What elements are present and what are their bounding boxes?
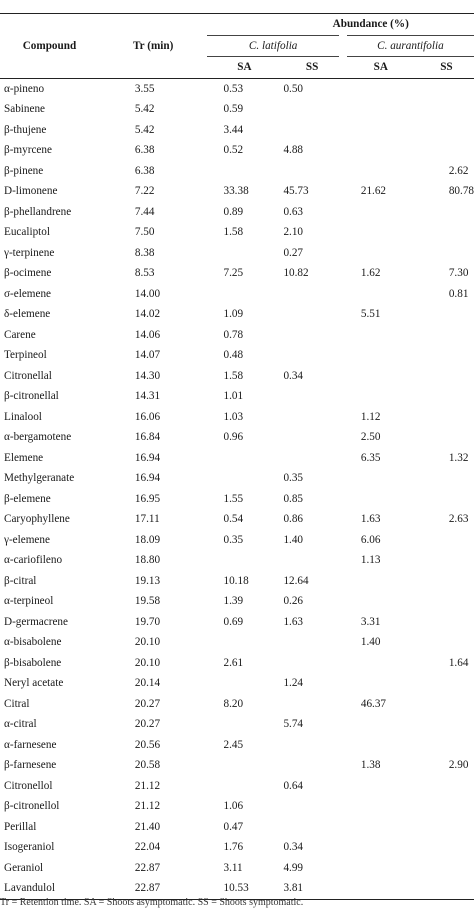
cell-compound: Lavandulol [0,878,99,899]
cell-aurantifolia-sa [343,489,419,510]
cell-tr: 16.95 [134,492,161,505]
cell-compound: α-citral [4,718,37,730]
cell-latifolia-ss [281,448,342,469]
cell-latifolia-ss [281,817,342,838]
table-row [0,817,474,838]
cell-aurantifolia-ss: 2.62 [448,164,469,177]
cell-tr: 21.12 [134,800,161,812]
cell-tr: 20.27 [134,697,161,710]
cell-latifolia-ss [281,427,342,448]
cell-aurantifolia-sa [343,99,419,120]
cell-aurantifolia-ss [419,120,474,141]
cell-aurantifolia-sa [343,140,419,161]
table-row [0,345,474,366]
cell-compound: Isogeraniol [4,841,55,853]
cell-aurantifolia-sa [343,468,419,489]
cell-tr: 5.42 [134,123,155,136]
cell-aurantifolia-sa [343,673,419,694]
cell-tr: 18.09 [134,533,161,546]
cell-latifolia-sa: 1.58 [223,369,244,382]
cell-aurantifolia-sa: 21.62 [360,185,387,197]
cell-aurantifolia-sa [343,325,419,346]
cell-latifolia-sa: 0.96 [223,431,244,443]
cell-aurantifolia-ss [419,735,474,756]
cell-compound: β-citral [4,574,37,587]
cell-latifolia-sa: 1.06 [223,800,244,812]
cell-compound: D-germacrene [4,615,68,628]
cell-latifolia-ss: 0.27 [283,246,304,259]
cell-latifolia-sa: 10.18 [223,574,249,587]
table-row [0,653,474,674]
cell-latifolia-sa: 3.44 [223,123,244,136]
cell-aurantifolia-sa [343,202,419,223]
cell-latifolia-ss: 0.63 [283,205,304,218]
cell-compound: Linalool [4,410,42,423]
cell-aurantifolia-sa [343,78,419,99]
cell-aurantifolia-sa: 1.62 [360,267,381,279]
cell-aurantifolia-ss [419,222,474,243]
table-row [0,161,474,182]
table-row [0,632,474,653]
table-row [0,78,474,99]
cell-latifolia-sa: 0.59 [223,103,244,115]
cell-latifolia-ss [281,161,342,182]
cell-tr: 20.27 [134,718,161,730]
cell-tr: 18.80 [134,554,161,566]
cell-latifolia-sa: 0.89 [223,205,244,218]
table-row [0,243,474,264]
cell-latifolia-ss [281,735,342,756]
cell-aurantifolia-ss [419,817,474,838]
cell-aurantifolia-ss [419,345,474,366]
table-row [0,489,474,510]
cell-aurantifolia-sa: 2.50 [360,431,381,443]
cell-latifolia-sa [207,448,281,469]
cell-aurantifolia-ss: 2.90 [448,759,469,771]
cell-aurantifolia-sa [343,161,419,182]
table-row [0,427,474,448]
cell-latifolia-sa: 1.01 [223,390,244,402]
cell-aurantifolia-sa [343,837,419,858]
cell-compound: Citronellol [4,779,53,792]
table-row [0,776,474,797]
table-row [0,407,474,428]
cell-compound: β-ocimene [4,267,52,279]
cell-tr: 5.42 [134,103,155,115]
cell-compound: Elemene [4,451,44,464]
cell-tr: 22.87 [99,878,208,899]
cell-aurantifolia-ss [419,776,474,797]
cell-aurantifolia-sa: 6.06 [360,533,381,546]
cell-tr: 16.84 [134,431,161,443]
table-row [0,140,474,161]
cell-latifolia-sa: 1.09 [223,308,244,320]
cell-aurantifolia-sa [343,571,419,592]
cell-aurantifolia-sa [343,243,419,264]
header-species-latifolia: C. latifolia [207,35,342,57]
cell-compound: Methylgeranate [4,472,75,484]
cell-aurantifolia-ss [419,673,474,694]
cell-aurantifolia-ss [419,386,474,407]
cell-tr: 20.10 [134,656,161,669]
cell-compound: Carene [4,328,36,341]
cell-tr: 14.06 [134,328,161,341]
cell-tr: 22.04 [134,841,161,853]
cell-compound: Citronellal [4,369,52,382]
cell-latifolia-ss: 0.34 [283,369,304,382]
cell-tr: 14.02 [134,308,161,320]
table-row [0,304,474,325]
table-row [0,550,474,571]
cell-tr: 20.58 [134,759,161,771]
table-footnote: Tr = Retention time. SA = Shoots asymptomatic. SS = Shoots symptomatic. [0,897,304,908]
cell-latifolia-ss: 0.26 [283,595,304,607]
cell-compound: Geraniol [4,861,44,874]
cell-aurantifolia-sa [343,222,419,243]
abundance-table [0,13,474,900]
cell-aurantifolia-ss [419,427,474,448]
table-header [0,14,474,79]
cell-latifolia-sa [207,755,281,776]
header-aurantifolia-sa: SA [343,57,419,79]
cell-latifolia-sa [207,550,281,571]
table-row [0,591,474,612]
cell-aurantifolia-sa [343,776,419,797]
table-row [0,694,474,715]
cell-latifolia-ss: 0.85 [283,492,304,505]
table-row [0,530,474,551]
cell-tr: 21.40 [134,820,161,833]
cell-compound: β-farnesene [4,759,57,771]
cell-compound: Eucaliptol [4,226,50,238]
cell-latifolia-ss [281,407,342,428]
cell-aurantifolia-ss [419,837,474,858]
cell-aurantifolia-ss [419,140,474,161]
cell-aurantifolia-sa: 6.35 [360,451,381,464]
cell-latifolia-ss: 0.86 [283,513,304,525]
table-row [0,448,474,469]
cell-aurantifolia-ss [419,304,474,325]
cell-latifolia-ss: 1.63 [283,615,304,628]
cell-latifolia-sa: 1.76 [223,841,244,853]
table-row [0,858,474,879]
cell-aurantifolia-sa [343,366,419,387]
cell-latifolia-ss: 3.81 [281,878,342,899]
table-row [0,99,474,120]
cell-latifolia-ss [281,99,342,120]
cell-aurantifolia-sa: 3.31 [360,615,381,628]
table-row [0,612,474,633]
cell-compound: β-phellandrene [4,205,72,218]
cell-tr: 7.44 [134,205,155,218]
header-abundance: Abundance (%) [207,14,474,36]
cell-latifolia-ss: 2.10 [283,226,304,238]
cell-latifolia-ss: 0.50 [283,82,304,95]
cell-latifolia-ss: 45.73 [283,185,309,197]
cell-aurantifolia-ss [419,407,474,428]
cell-tr: 16.94 [134,451,161,464]
cell-aurantifolia-ss [419,468,474,489]
cell-aurantifolia-sa: 1.40 [360,636,381,648]
cell-aurantifolia-ss [419,366,474,387]
table-row [0,796,474,817]
cell-latifolia-sa: 10.53 [207,878,281,899]
cell-aurantifolia-ss [419,78,474,99]
cell-tr: 20.56 [134,738,161,751]
cell-aurantifolia-sa [343,591,419,612]
cell-aurantifolia-sa [343,714,419,735]
cell-tr: 6.38 [134,144,155,156]
cell-aurantifolia-ss [419,325,474,346]
cell-aurantifolia-ss [419,550,474,571]
cell-aurantifolia-ss [419,714,474,735]
cell-aurantifolia-ss: 1.64 [448,656,469,669]
cell-aurantifolia-sa: 5.51 [360,308,381,320]
cell-latifolia-ss: 10.82 [283,267,309,279]
cell-aurantifolia-sa: 1.13 [360,554,381,566]
cell-aurantifolia-ss [419,202,474,223]
cell-latifolia-ss [281,120,342,141]
cell-compound: β-myrcene [4,144,52,156]
cell-latifolia-ss [281,386,342,407]
cell-latifolia-sa [207,673,281,694]
cell-compound: α-terpineol [4,595,54,607]
cell-latifolia-sa: 0.52 [223,144,244,156]
cell-latifolia-ss [281,755,342,776]
table-row [0,222,474,243]
cell-compound: δ-elemene [4,308,51,320]
table-row [0,181,474,202]
cell-latifolia-sa [207,161,281,182]
cell-aurantifolia-sa [343,386,419,407]
cell-tr: 17.11 [134,513,160,525]
cell-latifolia-sa [207,243,281,264]
cell-tr: 20.10 [134,636,161,648]
header-row-1 [0,14,474,36]
cell-aurantifolia-ss [419,796,474,817]
cell-latifolia-ss: 0.35 [283,472,304,484]
cell-latifolia-sa: 2.45 [223,738,244,751]
header-species-aurantifolia: C. aurantifolia [343,35,474,57]
cell-compound: α-bisabolene [4,636,62,648]
table-row [0,755,474,776]
cell-aurantifolia-ss [419,99,474,120]
cell-tr: 21.12 [134,779,161,792]
cell-latifolia-sa: 1.58 [223,226,244,238]
cell-compound: γ-terpinene [4,246,55,259]
cell-aurantifolia-ss: 2.63 [448,513,469,525]
cell-compound: β-citronellol [4,800,60,812]
cell-tr: 19.58 [134,595,161,607]
cell-compound: β-citronellal [4,390,59,402]
cell-latifolia-sa: 3.11 [223,861,243,874]
table-row [0,263,474,284]
cell-aurantifolia-sa: 1.12 [360,410,381,423]
table-row [0,325,474,346]
cell-compound: α-farnesene [4,738,57,751]
cell-latifolia-ss [281,550,342,571]
cell-latifolia-sa: 0.35 [223,533,244,546]
header-latifolia-sa: SA [207,57,281,79]
cell-aurantifolia-ss [419,694,474,715]
table-row [0,714,474,735]
cell-compound: β-pinene [4,164,44,177]
cell-latifolia-ss [281,632,342,653]
cell-latifolia-sa: 0.78 [223,328,244,341]
cell-latifolia-ss [281,325,342,346]
cell-latifolia-ss [281,653,342,674]
cell-compound: γ-elemene [4,533,50,546]
cell-latifolia-sa: 7.25 [223,267,244,279]
cell-aurantifolia-sa: 1.63 [360,513,381,525]
cell-tr: 14.30 [134,369,161,382]
cell-compound: Sabinene [4,103,46,115]
header-aurantifolia-ss: SS [419,57,474,79]
table-row [0,735,474,756]
cell-latifolia-ss: 0.64 [283,779,304,792]
cell-tr: 7.50 [134,226,155,238]
cell-aurantifolia-ss [419,858,474,879]
cell-tr: 14.07 [134,349,161,361]
cell-aurantifolia-sa [343,858,419,879]
cell-latifolia-sa: 0.48 [223,349,244,361]
cell-compound: β-bisabolene [4,656,62,669]
cell-aurantifolia-ss [419,489,474,510]
table-row [0,202,474,223]
cell-compound: β-thujene [4,123,47,136]
cell-aurantifolia-sa [343,284,419,305]
cell-latifolia-sa: 2.61 [223,656,244,669]
cell-tr: 8.38 [134,246,155,259]
cell-latifolia-sa: 33.38 [223,185,249,197]
cell-aurantifolia-ss: 0.81 [448,287,469,300]
cell-aurantifolia-sa [343,345,419,366]
cell-latifolia-ss: 0.34 [283,841,304,853]
table-row [0,468,474,489]
cell-latifolia-ss: 4.88 [283,144,304,156]
cell-latifolia-ss: 12.64 [283,574,309,587]
cell-aurantifolia-sa: 1.38 [360,759,381,771]
cell-aurantifolia-sa [343,735,419,756]
cell-latifolia-sa [207,468,281,489]
cell-latifolia-sa: 0.53 [223,82,244,95]
cell-aurantifolia-sa [343,878,419,899]
cell-aurantifolia-sa [343,653,419,674]
table-row [0,878,474,899]
table-row [0,509,474,530]
cell-latifolia-sa: 8.20 [223,697,244,710]
table-row [0,571,474,592]
cell-compound: α-bergamotene [4,431,72,443]
cell-latifolia-sa [207,714,281,735]
cell-latifolia-ss [281,796,342,817]
cell-latifolia-sa [207,632,281,653]
cell-latifolia-sa: 0.47 [223,820,244,833]
cell-compound: Citral [4,697,30,710]
cell-aurantifolia-ss [419,571,474,592]
cell-latifolia-sa: 0.69 [223,615,244,628]
header-latifolia-ss: SS [281,57,342,79]
cell-tr: 16.06 [134,410,161,423]
cell-aurantifolia-ss: 1.32 [448,451,469,464]
cell-aurantifolia-ss [419,612,474,633]
cell-tr: 16.94 [134,472,161,484]
cell-latifolia-ss [281,304,342,325]
cell-latifolia-ss: 4.99 [283,861,304,874]
cell-latifolia-ss: 1.40 [283,533,304,546]
cell-aurantifolia-ss [419,591,474,612]
cell-tr: 14.31 [134,390,161,402]
cell-aurantifolia-sa [343,796,419,817]
table-row [0,284,474,305]
cell-compound: σ-elemene [4,287,52,300]
cell-aurantifolia-sa [343,120,419,141]
table-row [0,837,474,858]
header-compound: Compound [0,14,99,79]
cell-tr: 20.14 [134,677,161,689]
cell-aurantifolia-sa: 46.37 [360,697,387,710]
cell-compound: Neryl acetate [4,677,64,689]
cell-compound: α-pineno [4,82,45,95]
cell-compound: Caryophyllene [4,513,70,525]
cell-aurantifolia-sa [343,817,419,838]
cell-aurantifolia-ss: 80.78 [448,185,474,197]
cell-tr: 19.70 [134,615,161,628]
table-row [0,366,474,387]
cell-latifolia-sa: 0.54 [223,513,244,525]
cell-latifolia-sa [207,776,281,797]
cell-compound: β-elemene [4,492,51,505]
header-tr: Tr (min) [99,14,208,79]
cell-compound: D-limonene [4,185,58,197]
table-row [0,120,474,141]
cell-aurantifolia-ss: 7.30 [448,267,469,279]
cell-tr: 14.00 [134,287,161,300]
cell-compound: α-cariofileno [4,554,63,566]
cell-tr: 3.55 [134,82,155,95]
cell-compound: Terpineol [4,349,47,361]
cell-latifolia-ss [281,284,342,305]
cell-aurantifolia-ss [419,632,474,653]
cell-latifolia-sa: 1.39 [223,595,244,607]
cell-aurantifolia-ss [419,530,474,551]
cell-tr: 7.22 [134,185,155,197]
cell-latifolia-ss: 5.74 [283,718,304,730]
cell-tr: 19.13 [134,574,161,587]
cell-latifolia-sa: 1.55 [223,492,244,505]
cell-aurantifolia-ss [419,243,474,264]
cell-latifolia-sa [207,284,281,305]
table-body [0,78,474,899]
cell-tr: 8.53 [134,267,155,279]
cell-latifolia-ss [281,694,342,715]
table-row [0,386,474,407]
table-row [0,673,474,694]
cell-latifolia-ss [281,345,342,366]
cell-latifolia-ss: 1.24 [283,677,304,689]
cell-tr: 6.38 [134,164,155,177]
cell-tr: 22.87 [134,861,161,874]
cell-latifolia-sa: 1.03 [223,410,244,423]
cell-compound: Perillal [4,820,37,833]
cell-aurantifolia-ss [419,878,474,899]
